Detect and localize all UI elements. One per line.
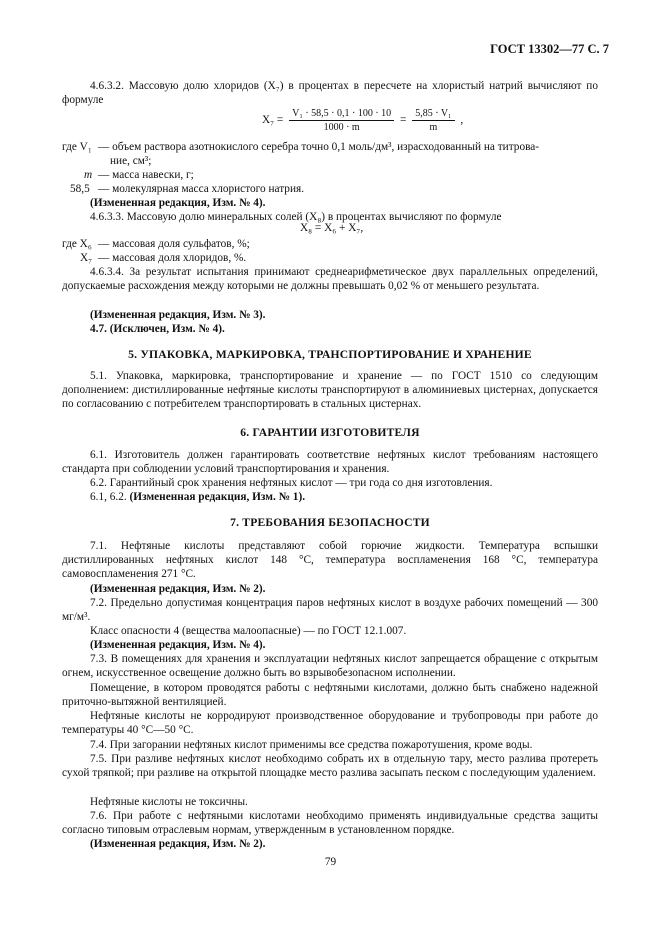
paragraph-7-5: 7.5. При разливе нефтяных кислот необходимо собрать их в отдельную тару, место разлива протереть сухой тряпкой; при разливе на открытой площадке место разлива засыпать песком с последующим удалением. (62, 753, 598, 780)
revision-note-2a: (Измененная редакция, Изм. № 2). (90, 583, 266, 595)
where-v1-text: — объем раствора азотнокислого серебра точно 0,1 моль/дм³, израсходованный на титрова- (98, 141, 540, 153)
formula-x7-fraction-2 (412, 108, 454, 133)
paragraph-7-3: 7.3. В помещениях для хранения и эксплуатации нефтяных кислот запрещается обращение с открытым огнем, искусственное освещение должно быть во взрывобезопасном исполнении. (62, 653, 598, 680)
paragraph-6-1: 6.1. Изготовитель должен гарантировать соответствие нефтяных кислот требованиям настоящего стандарта при соблюдении условий транспортирования и хранения. (62, 449, 598, 476)
revision-note-4b: (Измененная редакция, Изм. № 4). (90, 639, 266, 651)
revision-line-6 (90, 490, 598, 504)
where-v1-continuation: ние, см³; (110, 155, 152, 167)
where-x7-label: X₇ (80, 252, 93, 264)
paragraph-7-2: 7.2. Предельно допустимая концентрация паров нефтяных кислот в воздухе рабочих помещений — 300 мг/м³. (62, 597, 598, 624)
where-v1-label: где V₁ (62, 141, 92, 153)
revision-note-4a: (Измененная редакция, Изм. № 4). (90, 197, 266, 209)
paragraph-4-6-3-4: 4.6.3.4. За результат испытания принимают среднеарифметическое двух параллельных определений, допускаемые расхождения между которыми не должны превышать 0,02 % от меньшего результата. (62, 266, 598, 293)
paragraph-7-4: 7.4. При загорании нефтяных кислот применимы все средства пожаротушения, кроме воды. (90, 739, 533, 751)
paragraph-7-3-b: Помещение, в котором проводятся работы с нефтяными кислотами, должно быть снабжено надежной приточно-вытяжной вентиляцией. (62, 682, 598, 709)
formula-x7-numerator-1: V₁ · 58,5 · 0,1 · 100 · 10 (289, 108, 394, 121)
paragraph-4-7: 4.7. (Исключен, Изм. № 4). (90, 323, 225, 335)
revision-6-note: (Измененная редакция, Изм. № 1). (129, 491, 306, 503)
paragraph-4-6-3-2: 4.6.3.2. Массовую долю хлоридов (X₇) в процентах в пересчете на хлористый натрий вычисляют по формуле (62, 80, 598, 107)
formula-x7-tail: , (460, 114, 464, 127)
formula-x8: X₈ = X₆ + X₇, (300, 222, 364, 234)
paragraph-4-6-3-3: 4.6.3.3. Массовую долю минеральных солей (X₈) в процентах вычисляют по формуле (90, 211, 502, 223)
section-5-title: 5. УПАКОВКА, МАРКИРОВКА, ТРАНСПОРТИРОВАНИЕ И ХРАНЕНИЕ (128, 348, 532, 361)
section-6-title: 6. ГАРАНТИИ ИЗГОТОВИТЕЛЯ (240, 426, 420, 439)
where-585-label: 58,5 (70, 183, 90, 195)
paragraph-7-5-b: Нефтяные кислоты не токсичны. (90, 796, 248, 808)
where-x7-text: — массовая доля хлоридов, %. (98, 252, 247, 264)
formula-x7-numerator-2: 5,85 · V₁ (412, 108, 454, 121)
paragraph-7-2-class: Класс опасности 4 (вещества малоопасные) — по ГОСТ 12.1.007. (90, 625, 407, 637)
revision-note-3: (Измененная редакция, Изм. № 3). (90, 309, 266, 321)
formula-x7-denominator-1: 1000 · m (323, 122, 360, 133)
revision-6-prefix: 6.1, 6.2. (90, 491, 127, 503)
formula-x7-lhs: X₇ = (262, 114, 284, 127)
where-x6-text: — массовая доля сульфатов, %; (98, 238, 250, 250)
where-585-text: — молекулярная масса хлористого натрия. (98, 183, 305, 195)
where-m-text: — масса навески, г; (98, 169, 194, 181)
paragraph-6-2: 6.2. Гарантийный срок хранения нефтяных кислот — три года со дня изготовления. (90, 477, 493, 489)
paragraph-7-6: 7.6. При работе с нефтяными кислотами необходимо применять индивидуальные средства защиты согласно типовым отраслевым нормам, утвержденным в установленном порядке. (62, 810, 598, 837)
page-number: 79 (324, 856, 337, 868)
formula-x7-equals: = (399, 114, 407, 127)
formula-x7 (262, 108, 463, 133)
section-7-title: 7. ТРЕБОВАНИЯ БЕЗОПАСНОСТИ (230, 516, 430, 529)
revision-note-2b: (Измененная редакция, Изм. № 2). (90, 838, 266, 850)
paragraph-7-3-c: Нефтяные кислоты не корродируют производственное оборудование и трубопроводы при работе до температуры 40 °С—50 °С. (62, 710, 598, 737)
where-x6-label: где X₆ (62, 238, 92, 250)
paragraph-5-1: 5.1. Упаковка, маркировка, транспортирование и хранение — по ГОСТ 1510 со следующим дополнением: дистиллированные нефтяные кислоты транспортируют в алюминиевых цистернах, допускается по согласованию с потребителем транспортировать в стальных цистернах. (62, 370, 598, 411)
where-m-label: m (84, 169, 93, 181)
formula-x7-fraction-1 (289, 108, 394, 133)
page-header: ГОСТ 13302—77 С. 7 (490, 42, 609, 56)
formula-x7-denominator-2: m (429, 122, 438, 133)
paragraph-7-1: 7.1. Нефтяные кислоты представляют собой горючие жидкости. Температура вспышки дистиллированных нефтяных кислот 148 °С, температура воспламенения 168 °С, температура самовоспламенения 271 °С. (62, 540, 598, 581)
